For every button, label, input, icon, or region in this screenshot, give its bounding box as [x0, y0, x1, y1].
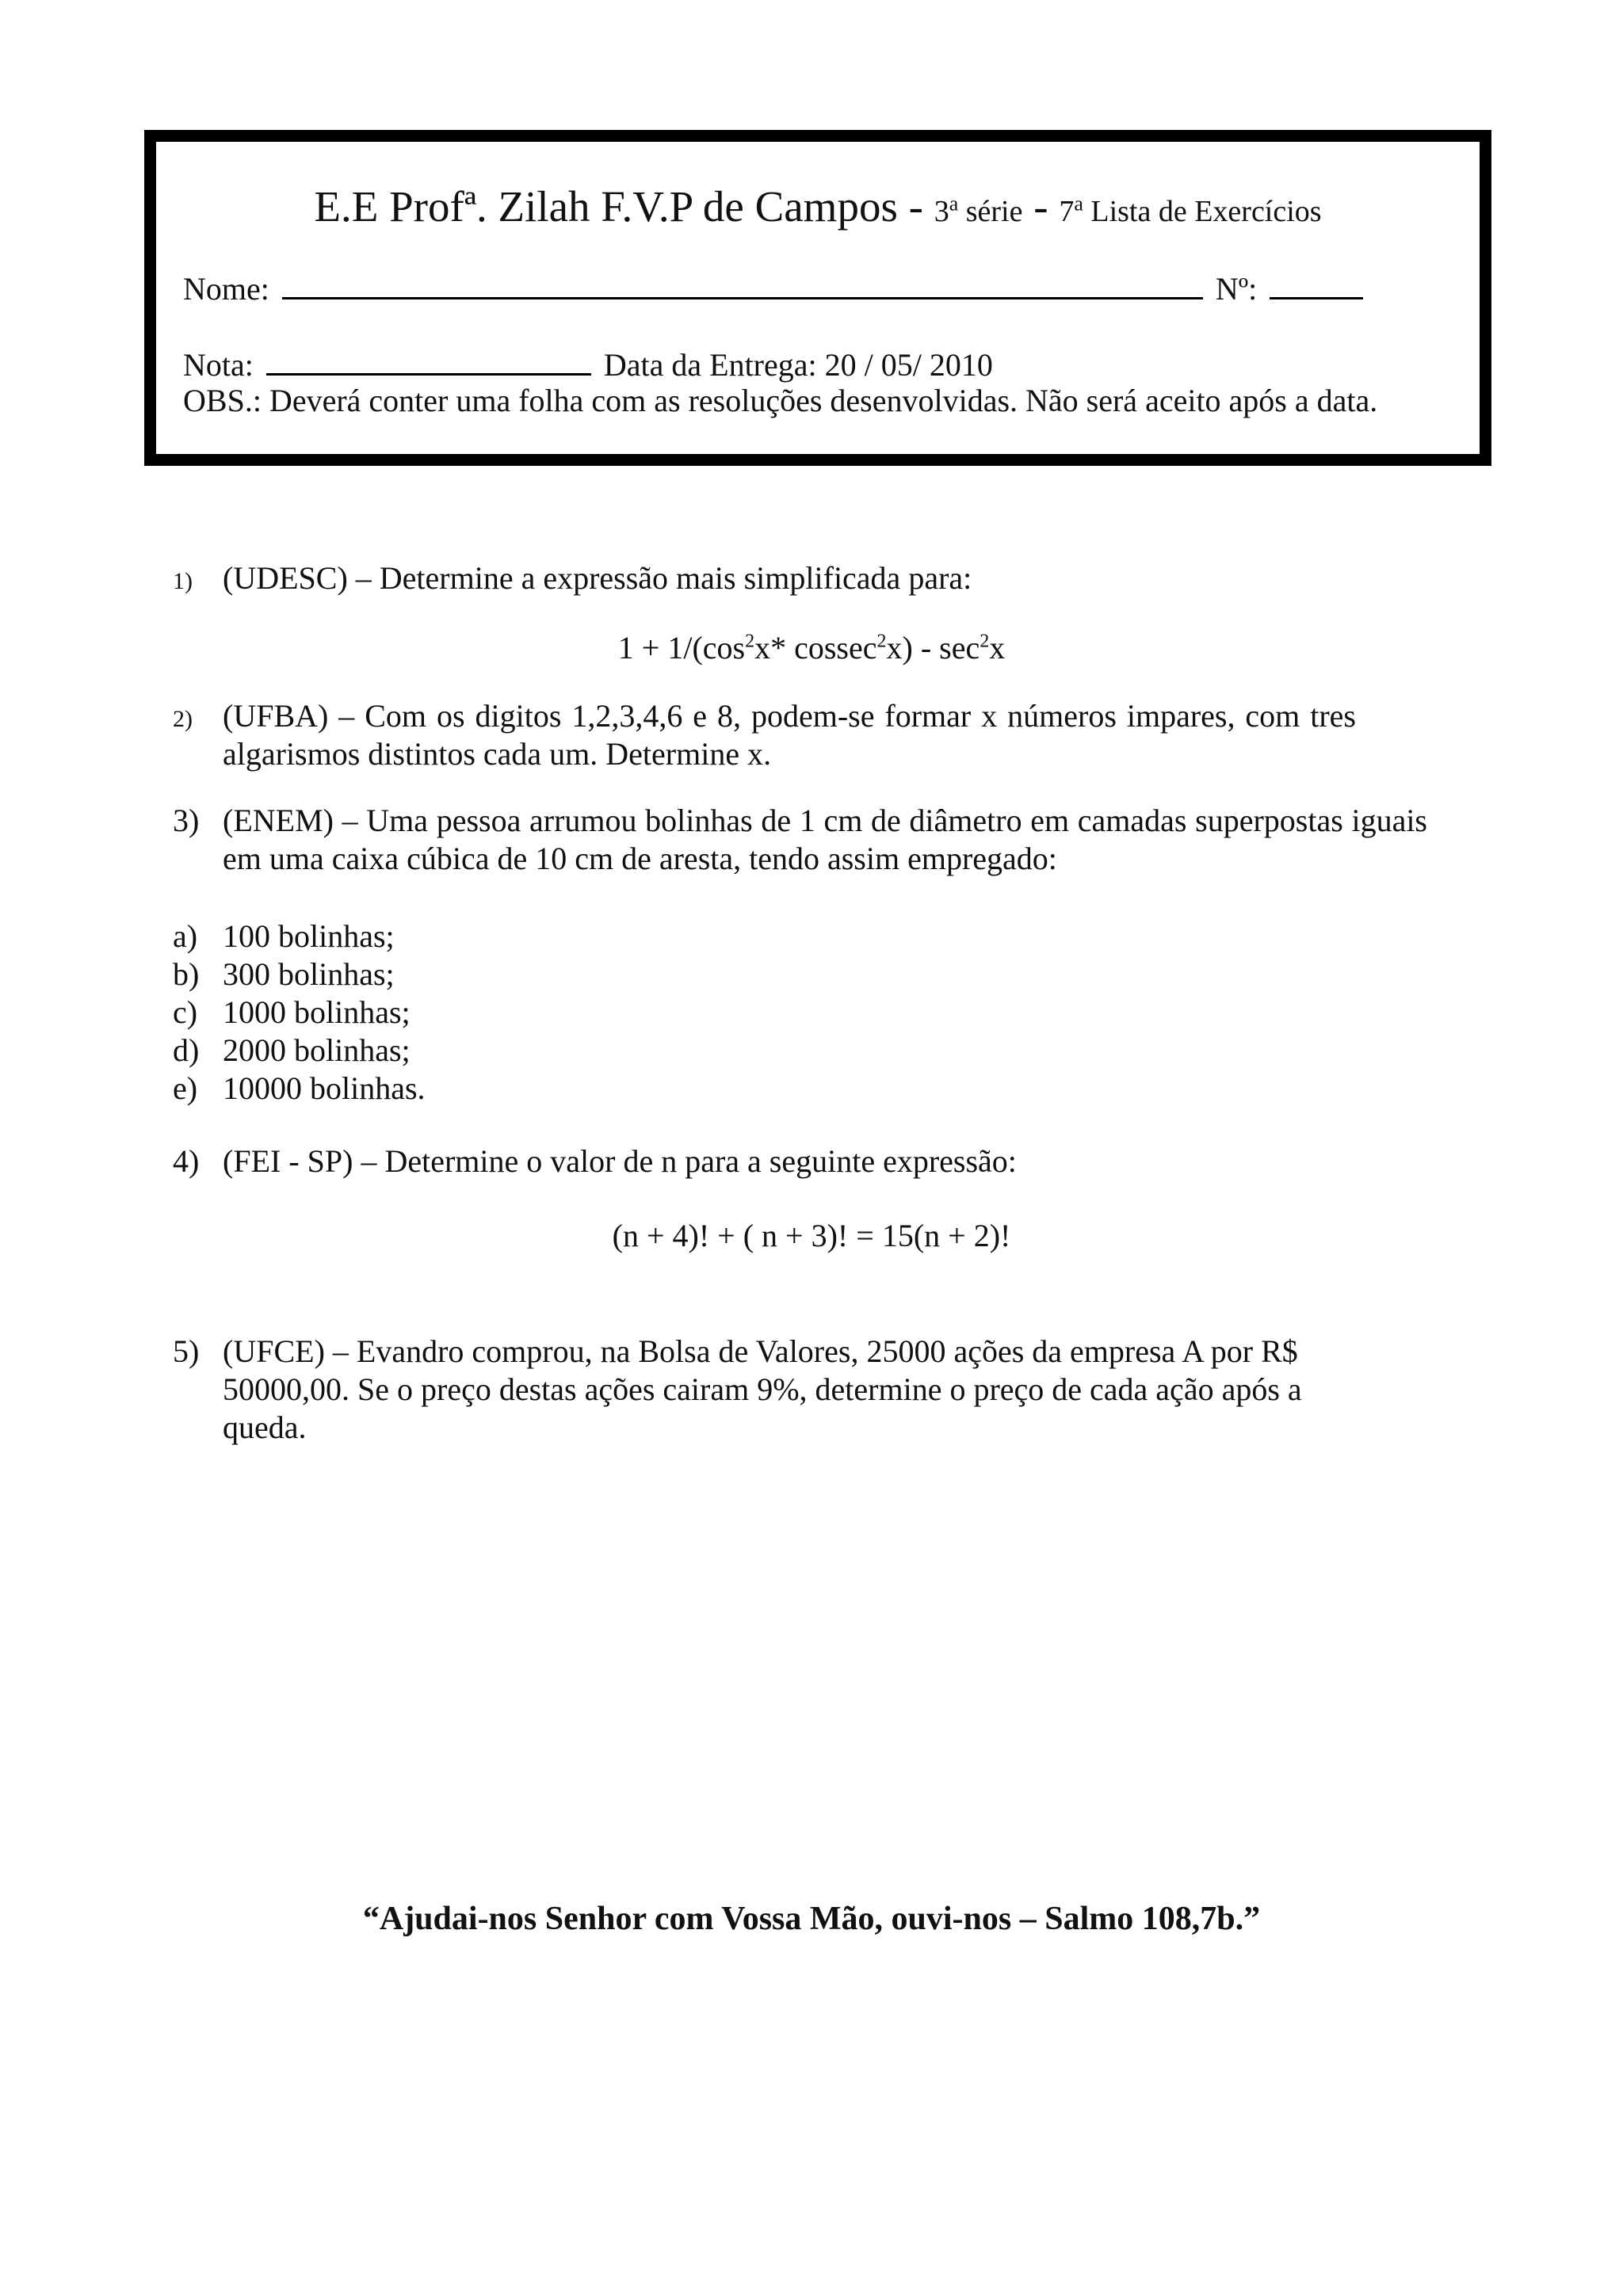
obs-note: OBS.: Deverá conter uma folha com as resoluções desenvolvidas. Não será aceito após a data.: [183, 383, 1378, 418]
name-label: Nome:: [183, 271, 269, 307]
option-c: c) 1000 bolinhas;: [173, 994, 411, 1030]
question-2: [173, 697, 1433, 773]
title-separator-2: -: [1022, 182, 1060, 231]
number-label: Nº:: [1215, 271, 1258, 307]
question-number: 3): [173, 803, 200, 838]
formula-1: $1 + 1/(\cos^2x*$ $cossec^2x) - \sec^2x$: [617, 630, 1006, 666]
grade-label: 3$^a$ série: [934, 192, 1023, 228]
name-field[interactable]: [282, 269, 1203, 299]
grade-field[interactable]: [266, 345, 591, 376]
question-4: [173, 1142, 1433, 1180]
delivery-date: Data da Entrega: 20 / 05/ 2010: [603, 347, 993, 383]
question-number: 4): [173, 1143, 200, 1179]
question-text: (FEI - SP) – Determine o valor de n para a seguinte expressão:: [223, 1143, 1017, 1179]
question-text: (UDESC) – Determine a expressão mais simplificada para:: [223, 560, 972, 596]
question-1: [173, 559, 1433, 597]
question-number: 2): [173, 706, 193, 732]
number-field[interactable]: [1270, 269, 1363, 299]
option-d: d) 2000 bolinhas;: [173, 1032, 411, 1068]
school-name: E.E Profª. Zilah F.V.P de Campos: [314, 182, 898, 231]
list-label: 7$^a$ Lista de Exercícios: [1059, 192, 1322, 228]
name-row: [183, 269, 1368, 307]
question-text: (UFCE) – Evandro comprou, na Bolsa de Valores, 25000 ações da empresa A por R$ 50000,00. Se o preço destas ações cairam 9%, determine o preço de cada ação após a queda.: [223, 1333, 1302, 1445]
question-5: [173, 1333, 1433, 1447]
question-text: (UFBA) – Com os digitos 1,2,3,4,6 e 8, podem-se formar x números impares, com tres algarismos distintos cada um. Determine x.: [223, 698, 1356, 772]
option-a: a) 100 bolinhas;: [173, 918, 395, 954]
closing-quote: “Ajudai-nos Senhor com Vossa Mão, ouvi-nos – Salmo 108,7b.”: [362, 1901, 1261, 1937]
grade-row: [183, 345, 993, 383]
question-number: 1): [173, 568, 193, 594]
option-b: b) 300 bolinhas;: [173, 956, 395, 992]
question-text: (ENEM) – Uma pessoa arrumou bolinhas de 1 cm de diâmetro em camadas superpostas iguais em uma caixa cúbica de 10 cm de aresta, tendo assim empregado:: [223, 803, 1427, 876]
title-separator-1: -: [897, 182, 934, 231]
header-box: [144, 130, 1491, 466]
question-3: [173, 802, 1433, 878]
option-e: e) 10000 bolinhas.: [173, 1070, 426, 1106]
grade-field-label: Nota:: [183, 347, 254, 383]
page-title: [156, 181, 1480, 231]
formula-4: (n + 4)! + ( n + 3)! = 15(n + 2)!: [612, 1218, 1011, 1253]
question-number: 5): [173, 1333, 200, 1369]
